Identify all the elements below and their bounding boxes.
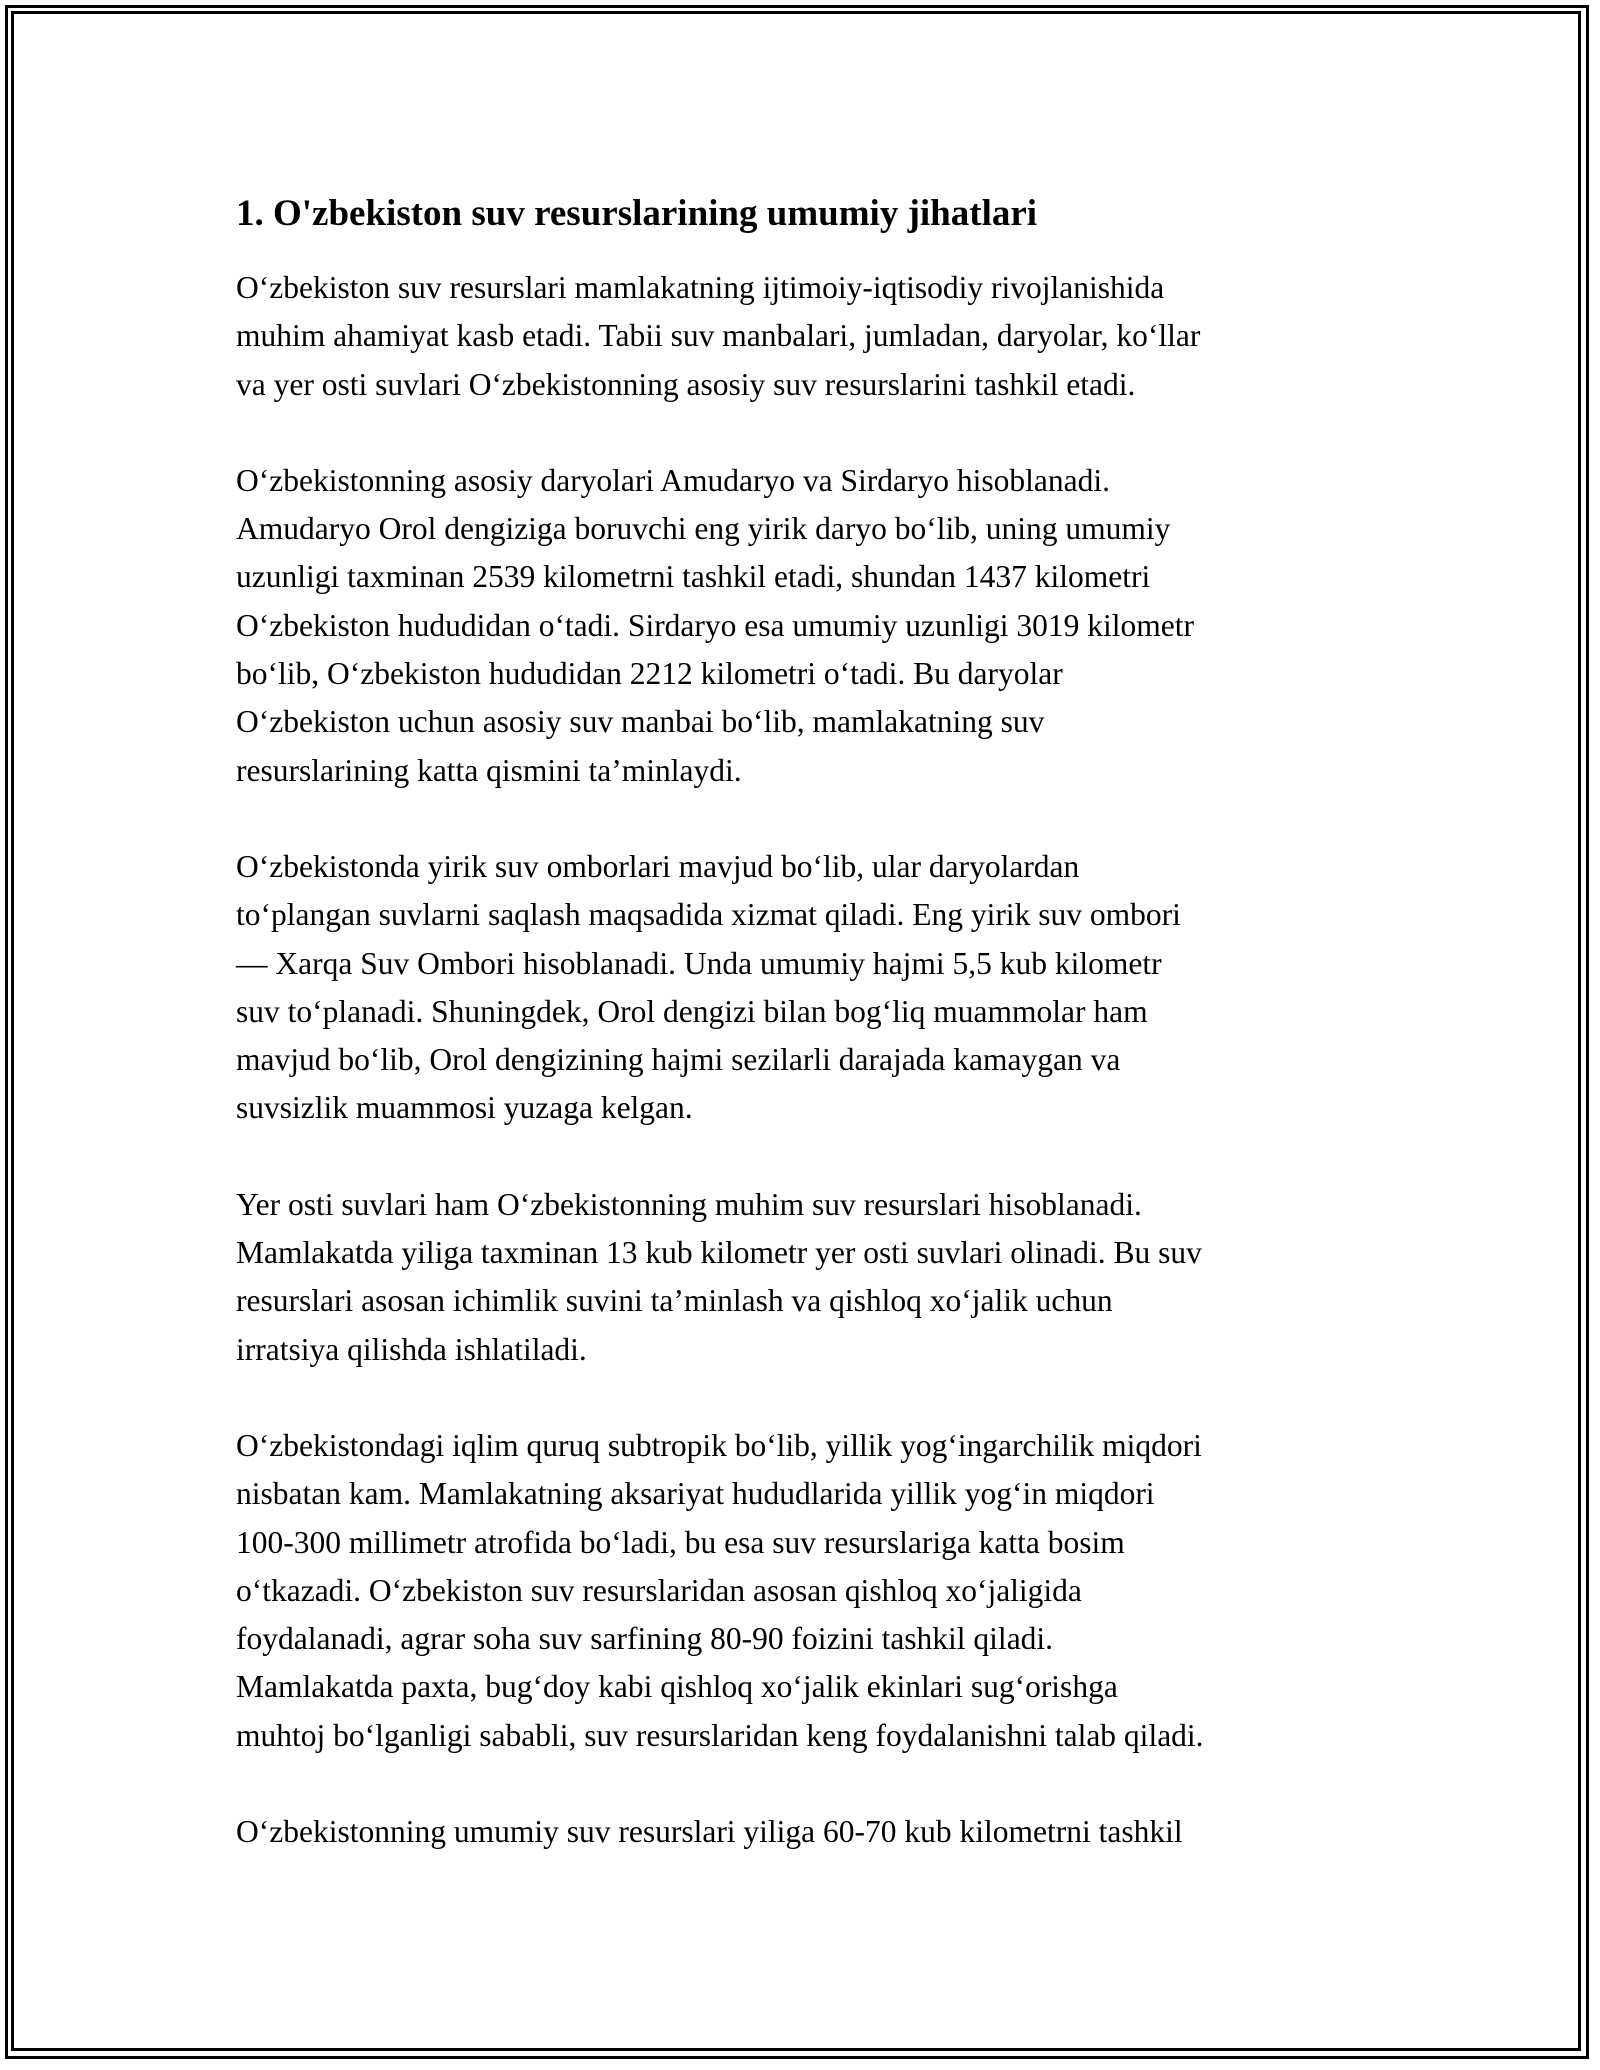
text-line: suv to‘planadi. Shuningdek, Orol dengizi bilan bog‘liq muammolar ham <box>236 993 1148 1029</box>
text-line: O‘zbekistonning asosiy daryolari Amudaryo va Sirdaryo hisoblanadi. <box>236 462 1110 498</box>
text-line: o‘tkazadi. O‘zbekiston suv resurslaridan asosan qishloq xo‘jaligida <box>236 1572 1082 1608</box>
text-line: O‘zbekiston suv resurslari mamlakatning ijtimoiy-iqtisodiy rivojlanishida <box>236 270 1165 305</box>
text-line: foydalanadi, agrar soha suv sarfining 80-90 foizini tashkil qiladi. <box>236 1621 1054 1657</box>
text-line: suvsizlik muammosi yuzaga kelgan. <box>236 1090 693 1126</box>
paragraph-intro <box>236 264 1376 409</box>
text-line: — Xarqa Suv Ombori hisoblanadi. Unda umumiy hajmi 5,5 kub kilometr <box>236 945 1162 981</box>
section-heading: 1. O'zbekiston suv resurslarining umumiy jihatlari <box>236 193 1038 234</box>
text-line: O‘zbekistonning umumiy suv resurslari yiliga 60-70 kub kilometrni tashkil <box>236 1814 1183 1850</box>
text-line: bo‘lib, O‘zbekiston hududidan 2212 kilometri o‘tadi. Bu daryolar <box>236 656 1063 692</box>
text-line: Amudaryo Orol dengiziga boruvchi eng yirik daryo bo‘lib, uning umumiy <box>236 511 1171 547</box>
paragraph-climate <box>236 1422 1376 1760</box>
text-line: O‘zbekiston uchun asosiy suv manbai bo‘lib, mamlakatning suv <box>236 704 1045 740</box>
text-line: resurslarining katta qismini ta’minlaydi. <box>236 752 742 788</box>
paragraph-reservoirs <box>236 843 1376 1133</box>
text-line: to‘plangan suvlarni saqlash maqsadida xizmat qiladi. Eng yirik suv ombori <box>236 897 1181 933</box>
text-line: uzunligi taxminan 2539 kilometrni tashkil etadi, shundan 1437 kilometri <box>236 559 1151 595</box>
text-line: O‘zbekiston hududidan o‘tadi. Sirdaryo esa umumiy uzunligi 3019 kilometr <box>236 607 1194 643</box>
text-line: muhtoj bo‘lganligi sababli, suv resurslaridan keng foydalanishni talab qiladi. <box>236 1717 1204 1753</box>
text-line: va yer osti suvlari O‘zbekistonning asosiy suv resurslarini tashkil etadi. <box>236 366 1136 402</box>
paragraph-rivers <box>236 457 1376 795</box>
paragraph-groundwater <box>236 1181 1376 1374</box>
text-line: O‘zbekistonda yirik suv omborlari mavjud bo‘lib, ular daryolardan <box>236 848 1080 884</box>
text-line: resurslari asosan ichimlik suvini ta’minlash va qishloq xo‘jalik uchun <box>236 1283 1113 1319</box>
document-body <box>236 188 1376 1904</box>
text-line: mavjud bo‘lib, Orol dengizining hajmi sezilarli darajada kamaygan va <box>236 1042 1121 1078</box>
text-line: irratsiya qilishda ishlatiladi. <box>236 1331 587 1367</box>
text-line: Mamlakatda paxta, bug‘doy kabi qishloq xo‘jalik ekinlari sug‘orishga <box>236 1669 1118 1705</box>
paragraph-total-resources <box>236 1808 1376 1856</box>
text-line: nisbatan kam. Mamlakatning aksariyat hududlarida yillik yog‘in miqdori <box>236 1476 1155 1512</box>
text-line: muhim ahamiyat kasb etadi. Tabii suv manbalari, jumladan, daryolar, ko‘llar <box>236 318 1201 354</box>
text-line: O‘zbekistondagi iqlim quruq subtropik bo‘lib, yillik yog‘ingarchilik miqdori <box>236 1427 1202 1463</box>
text-line: 100-300 millimetr atrofida bo‘ladi, bu esa suv resurslariga katta bosim <box>236 1524 1125 1560</box>
text-line: Yer osti suvlari ham O‘zbekistonning muhim suv resurslari hisoblanadi. <box>236 1186 1142 1222</box>
text-line: Mamlakatda yiliga taxminan 13 kub kilometr yer osti suvlari olinadi. Bu suv <box>236 1235 1202 1271</box>
